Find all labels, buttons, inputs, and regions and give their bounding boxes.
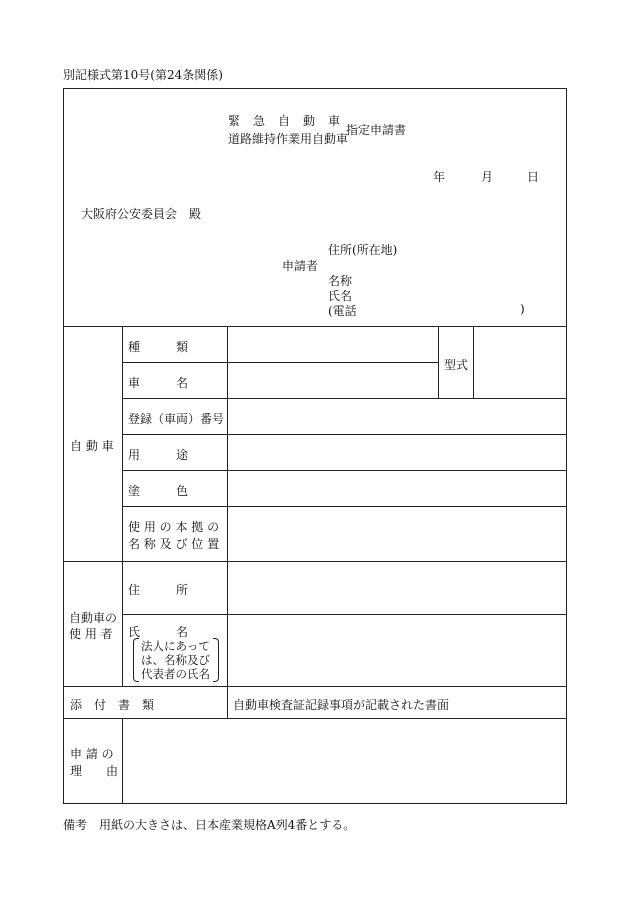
- user-name-note-line-1: 法人にあって: [141, 639, 210, 653]
- vehicle-section-label: 自 動 車: [70, 439, 114, 453]
- applicant-corp-name-label: 名称: [328, 274, 353, 288]
- applicant-phone-close: ): [520, 302, 525, 316]
- applicant-label: 申請者: [282, 259, 319, 273]
- vehicle-base-label-1: 使 用 の 本 拠 の: [128, 520, 220, 534]
- vehicle-color-label: 塗 色: [128, 484, 189, 498]
- form-reference: 別記様式第10号(第24条関係): [63, 68, 223, 82]
- applicant-name-label: 氏名: [328, 289, 353, 303]
- user-name-note-line-3: 代表者の氏名: [141, 667, 210, 681]
- attachment-value: 自動車検査証記録事項が記載された書面: [233, 698, 450, 712]
- date-day: 日: [527, 170, 540, 184]
- vehicle-name-label: 車 名: [128, 376, 189, 390]
- footnote: 備考 用紙の大きさは、日本産業規格A列4番とする。: [63, 818, 356, 832]
- applicant-phone-open: (電話: [328, 304, 357, 318]
- attachment-label: 添 付 書 類: [70, 698, 155, 712]
- user-address-label: 住 所: [128, 583, 189, 597]
- reason-label-2: 理 由: [70, 764, 119, 778]
- user-name-label: 氏 名: [128, 625, 189, 639]
- vehicle-base-label-2: 名 称 及 び 位 置: [128, 537, 220, 551]
- applicant-address-label: 住所(所在地): [328, 243, 398, 257]
- vehicle-type-label: 種 類: [128, 340, 189, 354]
- title-line-1: 緊 急 自 動 車: [228, 114, 341, 128]
- user-section-label-2: 使 用 者: [69, 627, 113, 641]
- title-line-2: 道路維持作業用自動車: [228, 132, 349, 146]
- user-section-label-1: 自動車の: [69, 611, 118, 625]
- user-name-note: [133, 638, 219, 682]
- vehicle-model-label: 型式: [444, 358, 469, 372]
- addressee: 大阪府公安委員会 殿: [81, 207, 202, 221]
- date-month: 月: [481, 170, 494, 184]
- vehicle-registration-label: 登録（車両）番号: [128, 412, 225, 426]
- title-suffix: 指定申請書: [346, 123, 407, 137]
- vehicle-use-label: 用 途: [128, 448, 189, 462]
- date-year: 年: [433, 170, 446, 184]
- user-name-note-line-2: は、名称及び: [141, 653, 210, 667]
- reason-label-1: 申 請 の: [70, 747, 114, 761]
